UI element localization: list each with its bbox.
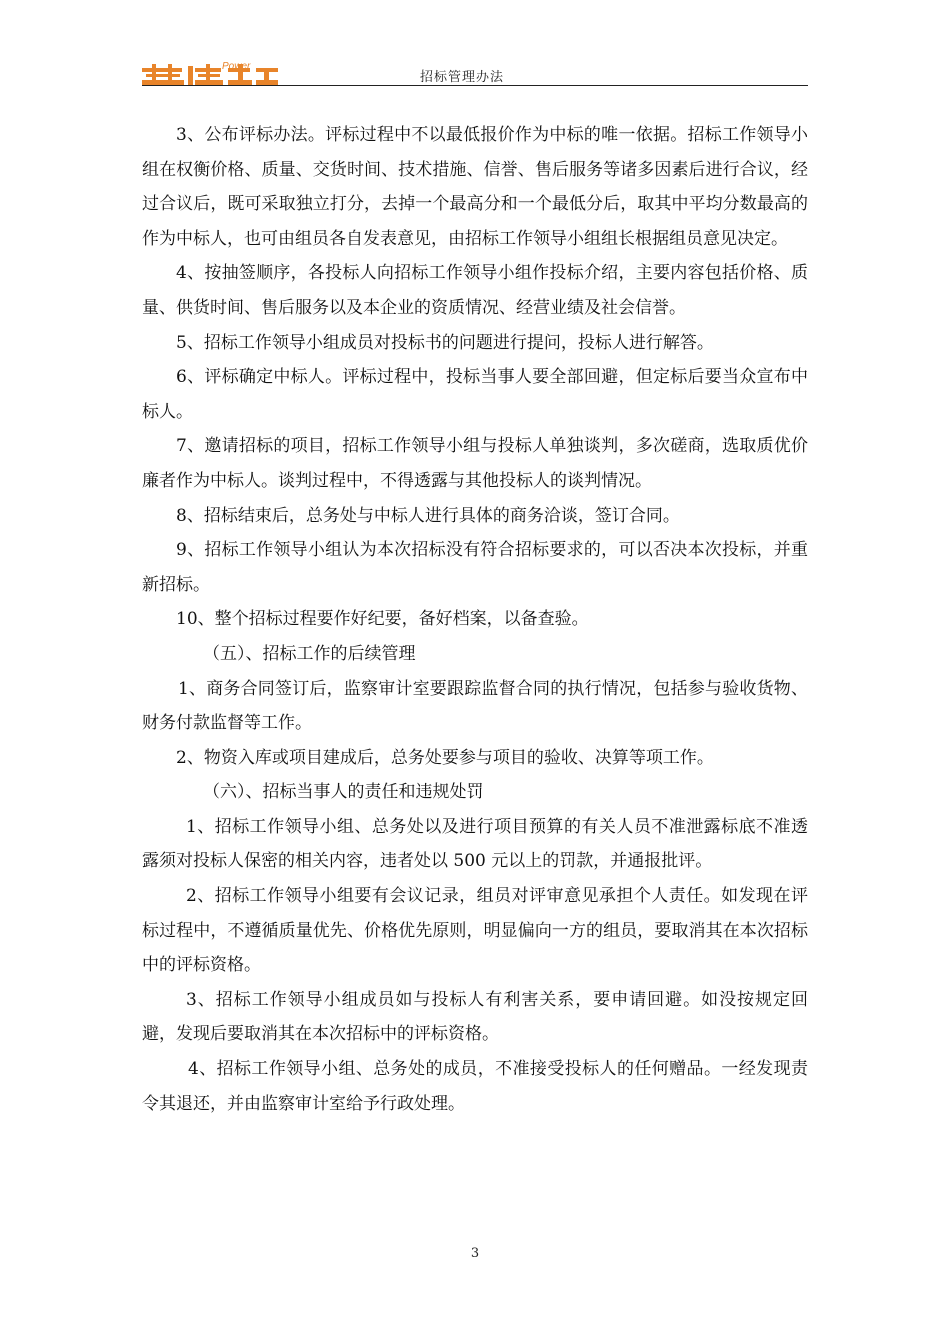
- paragraph: 7、邀请招标的项目，招标工作领导小组与投标人单独谈判，多次磋商，选取质优价廉者作为中标人。谈判过程中，不得透露与其他投标人的谈判情况。: [142, 436, 808, 491]
- paragraph: 2、物资入库或项目建成后，总务处要参与项目的验收、决算等项工作。: [176, 747, 714, 768]
- paragraph: 4、按抽签顺序，各投标人向招标工作领导小组作投标介绍，主要内容包括价格、质量、供货时间、售后服务以及本企业的资质情况、经营业绩及社会信誉。: [142, 263, 808, 318]
- paragraph: 1、商务合同签订后，监察审计室要跟踪监督合同的执行情况，包括参与验收货物、财务付款监督等工作。: [142, 678, 808, 734]
- paragraph: 9、招标工作领导小组认为本次招标没有符合招标要求的，可以否决本次投标，并重新招标。: [142, 540, 808, 595]
- svg-text:Power: Power: [222, 61, 251, 72]
- page-number: 3: [470, 1246, 480, 1261]
- paragraph: 3、招标工作领导小组成员如与投标人有利害关系，要申请回避。如没按规定回避，发现后要取消其在本次招标中的评标资格。: [142, 989, 808, 1045]
- paragraph: 4、招标工作领导小组、总务处的成员，不准接受投标人的任何赠品。一经发现责令其退还，并由监察审计室给予行政处理。: [142, 1059, 808, 1114]
- header-title: 招标管理办法: [420, 70, 505, 85]
- paragraph: 5、招标工作领导小组成员对投标书的问题进行提问，投标人进行解答。: [176, 332, 714, 353]
- document-body: [142, 118, 808, 1121]
- paragraph: 1、招标工作领导小组、总务处以及进行项目预算的有关人员不准泄露标底不准透露须对投标人保密的相关内容，违者处以 500 元以上的罚款，并通报批评。: [142, 816, 808, 872]
- paragraph: 2、招标工作领导小组要有会议记录，组员对评审意见承担个人责任。如发现在评标过程中，不遵循质量优先、价格优先原则，明显偏向一方的组员，要取消其在本次招标中的评标资格。: [142, 886, 808, 976]
- paragraph: 6、评标确定中标人。评标过程中，投标当事人要全部回避，但定标后要当众宣布中标人。: [142, 367, 808, 422]
- paragraph: 8、招标结束后，总务处与中标人进行具体的商务洽谈，签订合同。: [176, 505, 680, 526]
- section-heading: （五）、招标工作的后续管理: [203, 643, 416, 664]
- header-divider: [142, 85, 808, 86]
- brand-logo: [142, 60, 278, 88]
- paragraph: 10、整个招标过程要作好纪要，备好档案，以备查验。: [176, 609, 589, 630]
- section-heading: （六）、招标当事人的责任和违规处罚: [203, 782, 484, 803]
- paragraph: 3、公布评标办法。评标过程中不以最低报价作为中标的唯一依据。招标工作领导小组在权衡价格、质量、交货时间、技术措施、信誉、售后服务等诸多因素后进行合议，经过合议后，既可采取独立打分，去掉一个最高分和一个最低分后，取其中平均分数最高的作为中标人，也可由组员各自发表意见，由招标工作领导小组组长根据组员意见决定。: [142, 125, 808, 249]
- brand-logo-icon: [142, 60, 278, 88]
